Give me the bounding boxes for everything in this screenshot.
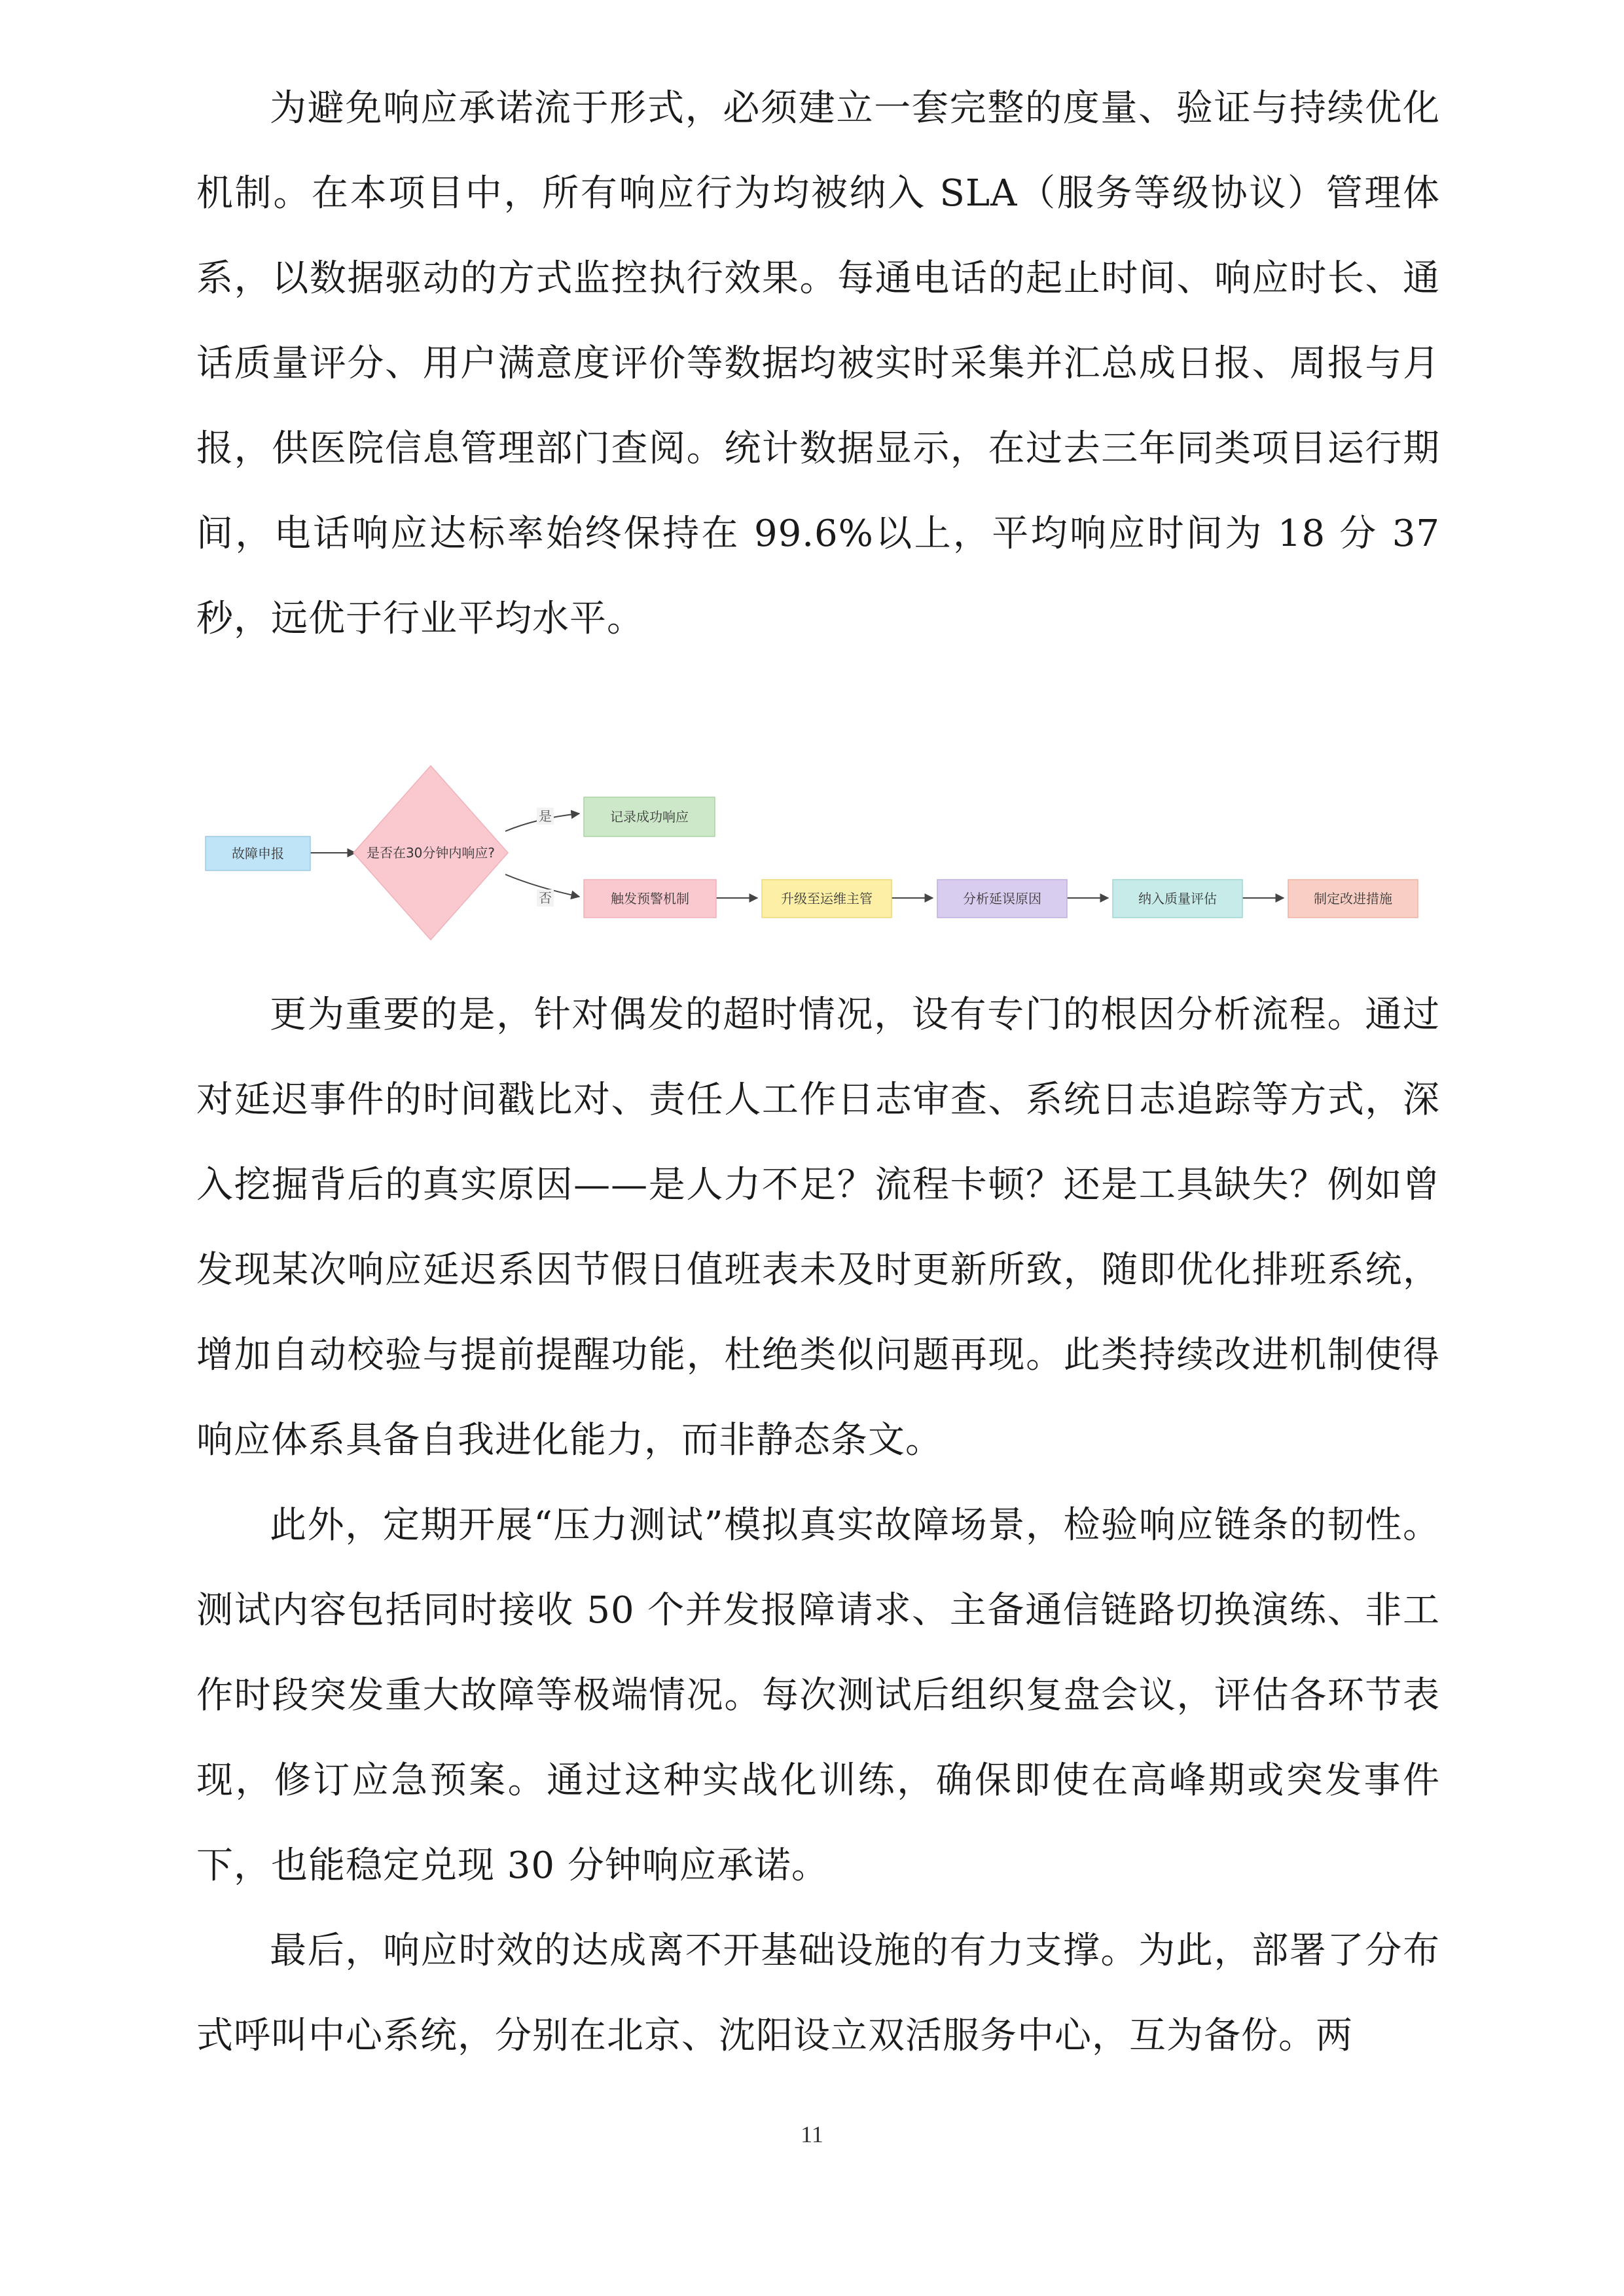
node-decision: [353, 766, 508, 940]
page-number: 11: [801, 2121, 823, 2147]
node-improve: [1288, 880, 1418, 918]
paragraph-sla-metrics: 为避免响应承诺流于形式，必须建立一套完整的度量、验证与持续优化机制。在本项目中，所有响应行为均被纳入 SLA（服务等级协议）管理体系，以数据驱动的方式监控执行效果。每通电话的起止时间、响应时长、通话质量评分、用户满意度评价等数据均被实时采集并汇总成日报、周报与月报，供医院信息管理部门查阅。统计数据显示，在过去三年同类项目运行期间，电话响应达标率始终保持在 99.6%以上，平均响应时间为 18 分 37 秒，远优于行业平均水平。: [196, 87, 1440, 640]
node-start: [206, 836, 310, 870]
node-evaluate: [1113, 880, 1242, 918]
node-trigger: [584, 880, 716, 918]
response-flowchart: [196, 759, 1440, 956]
node-evaluate-label: 纳入质量评估: [1138, 891, 1217, 906]
node-escalate-label: 升级至运维主管: [781, 891, 873, 906]
node-analyze: [937, 880, 1067, 918]
paragraph-infrastructure: 最后，响应时效的达成离不开基础设施的有力支撑。为此，部署了分布式呼叫中心系统，分别在北京、沈阳设立双活服务中心，互为备份。两: [196, 1929, 1440, 2057]
node-escalate: [762, 880, 892, 918]
node-decision-label: 是否在30分钟内响应?: [366, 845, 496, 861]
node-start-label: 故障申报: [232, 846, 284, 861]
node-trigger-label: 触发预警机制: [611, 891, 689, 906]
node-success-label: 记录成功响应: [610, 809, 689, 825]
edge-label-yes: 是: [539, 808, 552, 824]
edge-label-no: 否: [539, 890, 552, 906]
node-success: [584, 797, 715, 836]
node-improve-label: 制定改进措施: [1314, 891, 1392, 906]
paragraph-root-cause: 更为重要的是，针对偶发的超时情况，设有专门的根因分析流程。通过对延迟事件的时间戳比对、责任人工作日志审查、系统日志追踪等方式，深入挖掘背后的真实原因——是人力不足？流程卡顿？还是工具缺失？例如曾发现某次响应延迟系因节假日值班表未及时更新所致，随即优化排班系统，增加自动校验与提前提醒功能，杜绝类似问题再现。此类持续改进机制使得响应体系具备自我进化能力，而非静态条文。: [196, 994, 1440, 1462]
node-analyze-label: 分析延误原因: [963, 891, 1041, 906]
paragraph-stress-test: 此外，定期开展“压力测试”模拟真实故障场景，检验响应链条的韧性。测试内容包括同时接收 50 个并发报障请求、主备通信链路切换演练、非工作时段突发重大故障等极端情况。每次测试后组织复盘会议，评估各环节表现，修订应急预案。通过这种实战化训练，确保即使在高峰期或突发事件下，也能稳定兑现 30 分钟响应承诺。: [196, 1504, 1440, 1887]
